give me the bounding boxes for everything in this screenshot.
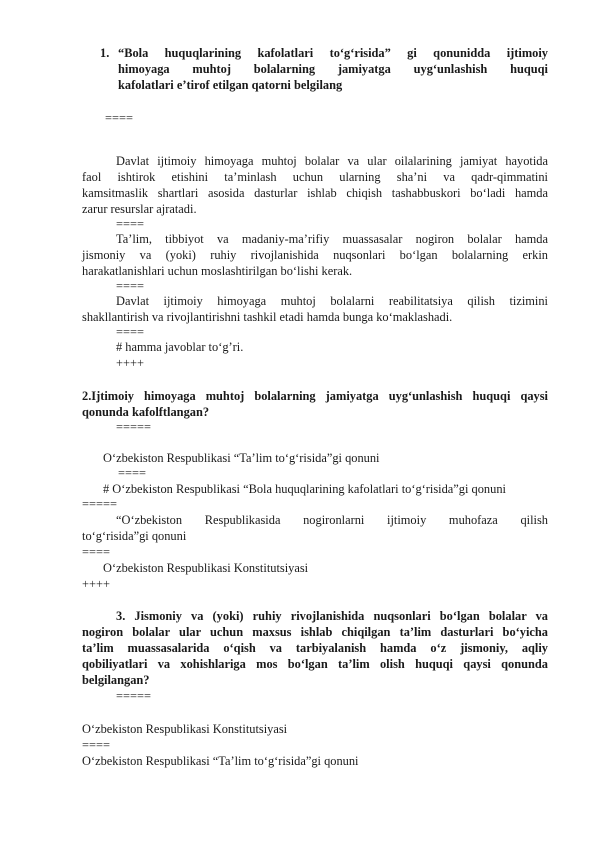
q2-option-1: O‘zbekiston Respublikasi “Ta’lim to‘g‘risida”gi qonuni xyxy=(103,451,380,465)
q1-option-4: # hamma javoblar to‘g’ri. xyxy=(116,340,244,354)
q3-line-2: nogiron bolalar ular uchun maxsus ishlab chiqilgan ta’lim dasturlari bo‘yicha xyxy=(82,625,548,639)
q1-option-1-line-2: faol ishtirok etishini ta’minlash uchun ularning sha’ni va qadr-qimmatini xyxy=(82,170,548,184)
q1-option-1-line-1: Davlat ijtimoiy himoyaga muhtoj bolalar va ular oilalarining jamiyat hayotida xyxy=(116,154,548,168)
q3-option-1-separator: ==== xyxy=(82,738,110,752)
q2-separator: ===== xyxy=(116,420,151,434)
q1-option-1-line-3: kamsitmaslik shartlari asosida dasturlar ishlab chiqish tashabbuskori bo‘ladi hamda xyxy=(82,186,548,200)
q1-number: 1. xyxy=(100,46,110,60)
q1-option-1-separator: ==== xyxy=(116,217,144,231)
q3-line-1: 3. Jismoniy va (yoki) ruhiy rivojlanishida nuqsonlari bo‘lgan bolalar va xyxy=(116,609,548,623)
q1-line-2: himoyaga muhtoj bolalarning jamiyatga uyg‘unlashish huquqi xyxy=(118,62,548,76)
q1-option-2-separator: ==== xyxy=(116,279,144,293)
q2-line-2: qonunda kafolftlangan? xyxy=(82,405,210,419)
q2-option-4-separator: ++++ xyxy=(82,577,110,591)
q1-option-2-line-1: Ta’lim, tibbiyot va madaniy-ma’rifiy muassasalar nogiron bolalar hamda xyxy=(116,232,548,246)
q2-option-3-line-1: “O‘zbekiston Respublikasida nogironlarni ijtimoiy muhofaza qilish xyxy=(116,513,548,527)
q1-option-3-line-1: Davlat ijtimoiy himoyaga muhtoj bolalarni reabilitatsiya qilish tizimini xyxy=(116,294,548,308)
q2-option-2: # O‘zbekiston Respublikasi “Bola huquqlarining kafolatlari to‘g‘risida”gi qonuni xyxy=(103,482,506,496)
q1-option-3-line-2: shakllantirish va rivojlantirishni tashkil etadi hamda bunga ko‘maklashadi. xyxy=(82,310,453,324)
q1-option-3-separator: ==== xyxy=(116,325,144,339)
q2-option-1-separator: ==== xyxy=(118,466,146,480)
q1-option-4-separator: ++++ xyxy=(116,356,144,370)
q3-option-2: O‘zbekiston Respublikasi “Ta’lim to‘g‘risida”gi qonuni xyxy=(82,754,359,768)
q1-option-2-line-2: jismoniy va (yoki) ruhiy rivojlanishida nuqsonlari bo‘lgan bolalarning erkin xyxy=(82,248,548,262)
q3-line-3: ta’lim muassasalarida o‘qish va tarbiyalanish hamda o‘z jismoniy, aqliy xyxy=(82,641,548,655)
q1-line-3: kafolatlari e’tirof etilgan qatorni belgilang xyxy=(118,78,343,92)
q2-option-4: O‘zbekiston Respublikasi Konstitutsiyasi xyxy=(103,561,309,575)
q3-separator: ===== xyxy=(116,689,151,703)
q3-option-1: O‘zbekiston Respublikasi Konstitutsiyasi xyxy=(82,722,288,736)
q2-line-1: 2.Ijtimoiy himoyaga muhtoj bolalarning jamiyatga uyg‘unlashish huquqi qaysi xyxy=(82,389,548,403)
q2-option-3-line-2: to‘g‘risida”gi qonuni xyxy=(82,529,187,543)
q2-option-2-separator: ===== xyxy=(82,497,117,511)
q1-option-1-line-4: zarur resurslar ajratadi. xyxy=(82,202,197,216)
q3-line-5: belgilangan? xyxy=(82,673,150,687)
q1-option-2-line-3: harakatlanishlari uchun moslashtirilgan bo‘lishi kerak. xyxy=(82,264,353,278)
q1-line-1: “Bola huquqlarining kafolatlari to‘g‘risida” gi qonunidda ijtimoiy xyxy=(118,46,548,60)
q2-option-3-separator: ==== xyxy=(82,545,110,559)
q1-separator: ==== xyxy=(105,111,133,125)
q3-line-4: qobiliyatlari va xohishlariga mos bo‘lgan ta’lim olish huquqi qaysi qonunda xyxy=(82,657,548,671)
